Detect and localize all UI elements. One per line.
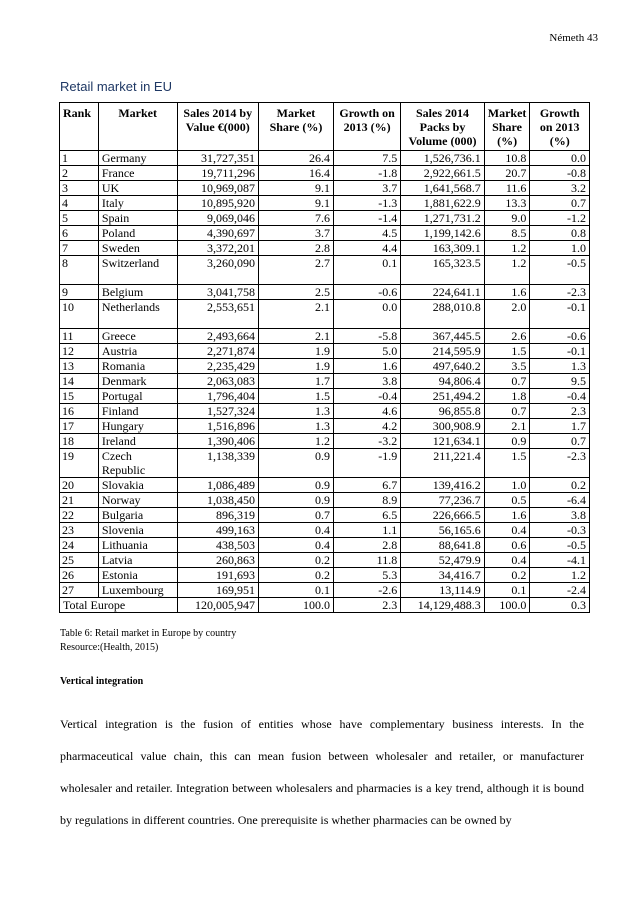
table-row: [60, 553, 590, 568]
value-cell: 2.3: [530, 404, 590, 419]
rank-cell: 8: [60, 256, 99, 285]
value-cell: -0.3: [530, 523, 590, 538]
value-cell: 0.4: [484, 553, 530, 568]
value-cell: 169,951: [177, 583, 258, 598]
value-cell: 288,010.8: [401, 300, 485, 329]
value-cell: 6.7: [333, 478, 400, 493]
table-total-row: [60, 598, 590, 613]
table-row: [60, 374, 590, 389]
value-cell: 1.0: [484, 478, 530, 493]
value-cell: -3.2: [333, 434, 400, 449]
value-cell: 2,922,661.5: [401, 166, 485, 181]
value-cell: 10.8: [484, 151, 530, 166]
rank-cell: 3: [60, 181, 99, 196]
value-cell: -0.1: [530, 344, 590, 359]
table-row: [60, 300, 590, 329]
value-cell: 0.7: [258, 508, 333, 523]
value-cell: 1,271,731.2: [401, 211, 485, 226]
market-cell: Finland: [98, 404, 177, 419]
market-cell: Czech Republic: [98, 449, 177, 478]
value-cell: 2.5: [258, 285, 333, 300]
col-header: Sales 2014 Packs by Volume (000): [401, 103, 485, 151]
col-header: Market Share (%): [484, 103, 530, 151]
value-cell: -0.4: [530, 389, 590, 404]
table-row: [60, 211, 590, 226]
rank-cell: 1: [60, 151, 99, 166]
value-cell: 8.9: [333, 493, 400, 508]
page-header-label: Németh 43: [549, 32, 598, 44]
table-row: [60, 404, 590, 419]
col-header: Growth on 2013 (%): [333, 103, 400, 151]
value-cell: -1.3: [333, 196, 400, 211]
value-cell: 1.3: [258, 419, 333, 434]
market-cell: Bulgaria: [98, 508, 177, 523]
market-cell: Belgium: [98, 285, 177, 300]
col-header: Rank: [60, 103, 99, 151]
value-cell: 1.9: [258, 344, 333, 359]
value-cell: 3.7: [333, 181, 400, 196]
rank-cell: 14: [60, 374, 99, 389]
value-cell: -0.6: [530, 329, 590, 344]
value-cell: 34,416.7: [401, 568, 485, 583]
value-cell: 26.4: [258, 151, 333, 166]
value-cell: 2,493,664: [177, 329, 258, 344]
value-cell: 0.8: [530, 226, 590, 241]
value-cell: 0.7: [484, 374, 530, 389]
value-cell: 56,165.6: [401, 523, 485, 538]
value-cell: -0.8: [530, 166, 590, 181]
value-cell: 9,069,046: [177, 211, 258, 226]
caption-title: Table 6: Retail market in Europe by country: [60, 628, 237, 639]
value-cell: 300,908.9: [401, 419, 485, 434]
value-cell: 1,516,896: [177, 419, 258, 434]
value-cell: 19,711,296: [177, 166, 258, 181]
value-cell: -4.1: [530, 553, 590, 568]
value-cell: 1.2: [258, 434, 333, 449]
subheading: Vertical integration: [60, 676, 144, 687]
value-cell: -0.4: [333, 389, 400, 404]
table-row: [60, 151, 590, 166]
value-cell: 1.1: [333, 523, 400, 538]
value-cell: -2.3: [530, 449, 590, 478]
value-cell: 367,445.5: [401, 329, 485, 344]
value-cell: 3.8: [333, 374, 400, 389]
market-cell: Luxembourg: [98, 583, 177, 598]
value-cell: 2.1: [258, 329, 333, 344]
market-cell: Italy: [98, 196, 177, 211]
value-cell: 3.2: [530, 181, 590, 196]
market-cell: Ireland: [98, 434, 177, 449]
market-cell: Norway: [98, 493, 177, 508]
table-row: [60, 285, 590, 300]
value-cell: 9.1: [258, 196, 333, 211]
value-cell: 0.2: [484, 568, 530, 583]
value-cell: 0.5: [484, 493, 530, 508]
rank-cell: 6: [60, 226, 99, 241]
value-cell: 77,236.7: [401, 493, 485, 508]
market-cell: Hungary: [98, 419, 177, 434]
value-cell: 0.7: [530, 196, 590, 211]
rank-cell: 16: [60, 404, 99, 419]
table-row: [60, 538, 590, 553]
value-cell: 1,527,324: [177, 404, 258, 419]
market-cell: Austria: [98, 344, 177, 359]
value-cell: 10,969,087: [177, 181, 258, 196]
value-cell: 2,235,429: [177, 359, 258, 374]
value-cell: 438,503: [177, 538, 258, 553]
value-cell: 16.4: [258, 166, 333, 181]
value-cell: 0.1: [484, 583, 530, 598]
rank-cell: 23: [60, 523, 99, 538]
value-cell: 1,641,568.7: [401, 181, 485, 196]
value-cell: 0.2: [258, 568, 333, 583]
value-cell: 4.5: [333, 226, 400, 241]
value-cell: 1,086,489: [177, 478, 258, 493]
market-cell: Slovakia: [98, 478, 177, 493]
value-cell: 10,895,920: [177, 196, 258, 211]
table-row: [60, 478, 590, 493]
value-cell: 1.6: [484, 285, 530, 300]
rank-cell: 17: [60, 419, 99, 434]
value-cell: 1.0: [530, 241, 590, 256]
value-cell: 1.7: [258, 374, 333, 389]
value-cell: 139,416.2: [401, 478, 485, 493]
value-cell: 94,806.4: [401, 374, 485, 389]
table-row: [60, 166, 590, 181]
value-cell: 1.3: [258, 404, 333, 419]
table-row: [60, 256, 590, 285]
rank-cell: 22: [60, 508, 99, 523]
rank-cell: 4: [60, 196, 99, 211]
value-cell: -0.6: [333, 285, 400, 300]
col-header: Market Share (%): [258, 103, 333, 151]
rank-cell: 5: [60, 211, 99, 226]
rank-cell: 27: [60, 583, 99, 598]
table-caption: [60, 627, 236, 655]
value-cell: 1,881,622.9: [401, 196, 485, 211]
value-cell: 9.0: [484, 211, 530, 226]
market-cell: Denmark: [98, 374, 177, 389]
market-cell: Poland: [98, 226, 177, 241]
value-cell: 6.5: [333, 508, 400, 523]
value-cell: 1.8: [484, 389, 530, 404]
value-cell: 0.4: [484, 523, 530, 538]
value-cell: 3.5: [484, 359, 530, 374]
value-cell: 0.9: [484, 434, 530, 449]
table-row: [60, 449, 590, 478]
value-cell: 3.8: [530, 508, 590, 523]
value-cell: 7.5: [333, 151, 400, 166]
rank-cell: 24: [60, 538, 99, 553]
rank-cell: 25: [60, 553, 99, 568]
value-cell: 1,199,142.6: [401, 226, 485, 241]
body-paragraph: Vertical integration is the fusion of entities whose have complementary business interests. In the pharmaceutical value chain, this can mean fusion between wholesaler and retailer, or manufacturer wholesaler and retailer. Integration between wholesalers and pharmacies is a key trend, although it is bound by regulations in different countries. One prerequisite is whether pharmacies can be owned by: [60, 717, 584, 827]
value-cell: 9.1: [258, 181, 333, 196]
value-cell: -1.9: [333, 449, 400, 478]
value-cell: 5.3: [333, 568, 400, 583]
value-cell: 5.0: [333, 344, 400, 359]
value-cell: 1.5: [484, 344, 530, 359]
total-cell: 100.0: [484, 598, 530, 613]
value-cell: 163,309.1: [401, 241, 485, 256]
value-cell: 4,390,697: [177, 226, 258, 241]
value-cell: 13.3: [484, 196, 530, 211]
market-cell: Germany: [98, 151, 177, 166]
value-cell: 211,221.4: [401, 449, 485, 478]
value-cell: -1.8: [333, 166, 400, 181]
value-cell: 0.2: [258, 553, 333, 568]
table-row: [60, 508, 590, 523]
value-cell: 8.5: [484, 226, 530, 241]
value-cell: 499,163: [177, 523, 258, 538]
value-cell: 1,796,404: [177, 389, 258, 404]
market-cell: Slovenia: [98, 523, 177, 538]
market-cell: Romania: [98, 359, 177, 374]
value-cell: 1.3: [530, 359, 590, 374]
value-cell: 0.9: [258, 478, 333, 493]
value-cell: 0.0: [333, 300, 400, 329]
value-cell: -2.3: [530, 285, 590, 300]
value-cell: 251,494.2: [401, 389, 485, 404]
value-cell: -1.4: [333, 211, 400, 226]
col-header: Market: [98, 103, 177, 151]
table-row: [60, 568, 590, 583]
value-cell: 4.2: [333, 419, 400, 434]
table-row: [60, 389, 590, 404]
value-cell: -5.8: [333, 329, 400, 344]
value-cell: 0.4: [258, 538, 333, 553]
value-cell: 0.9: [258, 449, 333, 478]
total-cell: 120,005,947: [177, 598, 258, 613]
market-cell: Spain: [98, 211, 177, 226]
table-row: [60, 329, 590, 344]
value-cell: 1.2: [484, 241, 530, 256]
value-cell: 2.1: [484, 419, 530, 434]
market-cell: Latvia: [98, 553, 177, 568]
value-cell: 3.7: [258, 226, 333, 241]
value-cell: 1.7: [530, 419, 590, 434]
market-cell: Netherlands: [98, 300, 177, 329]
value-cell: 2.0: [484, 300, 530, 329]
value-cell: 226,666.5: [401, 508, 485, 523]
value-cell: 165,323.5: [401, 256, 485, 285]
rank-cell: 18: [60, 434, 99, 449]
table-row: [60, 226, 590, 241]
value-cell: 20.7: [484, 166, 530, 181]
value-cell: -0.5: [530, 538, 590, 553]
value-cell: 0.7: [484, 404, 530, 419]
total-cell: 100.0: [258, 598, 333, 613]
value-cell: 1,038,450: [177, 493, 258, 508]
value-cell: 2,553,651: [177, 300, 258, 329]
total-label: Total Europe: [60, 598, 178, 613]
market-cell: France: [98, 166, 177, 181]
value-cell: 3,260,090: [177, 256, 258, 285]
value-cell: -6.4: [530, 493, 590, 508]
value-cell: 497,640.2: [401, 359, 485, 374]
total-cell: 14,129,488.3: [401, 598, 485, 613]
value-cell: 96,855.8: [401, 404, 485, 419]
market-cell: Portugal: [98, 389, 177, 404]
value-cell: 0.6: [484, 538, 530, 553]
value-cell: 224,641.1: [401, 285, 485, 300]
value-cell: 191,693: [177, 568, 258, 583]
value-cell: 4.4: [333, 241, 400, 256]
table-row: [60, 344, 590, 359]
value-cell: 896,319: [177, 508, 258, 523]
value-cell: -0.5: [530, 256, 590, 285]
value-cell: 0.4: [258, 523, 333, 538]
value-cell: 9.5: [530, 374, 590, 389]
value-cell: 2.1: [258, 300, 333, 329]
value-cell: 3,041,758: [177, 285, 258, 300]
table-row: [60, 241, 590, 256]
rank-cell: 11: [60, 329, 99, 344]
value-cell: -1.2: [530, 211, 590, 226]
value-cell: -2.6: [333, 583, 400, 598]
value-cell: 0.1: [258, 583, 333, 598]
rank-cell: 10: [60, 300, 99, 329]
value-cell: 4.6: [333, 404, 400, 419]
value-cell: 1.2: [484, 256, 530, 285]
value-cell: 7.6: [258, 211, 333, 226]
col-header: Growth on 2013 (%): [530, 103, 590, 151]
value-cell: 214,595.9: [401, 344, 485, 359]
table-body: [60, 151, 590, 598]
table-header-row: [60, 103, 590, 151]
market-cell: Sweden: [98, 241, 177, 256]
value-cell: 1.6: [333, 359, 400, 374]
value-cell: 11.6: [484, 181, 530, 196]
value-cell: 2.7: [258, 256, 333, 285]
table-row: [60, 359, 590, 374]
rank-cell: 13: [60, 359, 99, 374]
value-cell: 0.2: [530, 478, 590, 493]
value-cell: 1,138,339: [177, 449, 258, 478]
value-cell: 1,526,736.1: [401, 151, 485, 166]
value-cell: 11.8: [333, 553, 400, 568]
rank-cell: 7: [60, 241, 99, 256]
rank-cell: 9: [60, 285, 99, 300]
value-cell: 1,390,406: [177, 434, 258, 449]
total-cell: 2.3: [333, 598, 400, 613]
table-row: [60, 419, 590, 434]
rank-cell: 19: [60, 449, 99, 478]
rank-cell: 21: [60, 493, 99, 508]
value-cell: 88,641.8: [401, 538, 485, 553]
value-cell: 2.6: [484, 329, 530, 344]
rank-cell: 20: [60, 478, 99, 493]
value-cell: 2,271,874: [177, 344, 258, 359]
table-row: [60, 493, 590, 508]
value-cell: 2,063,083: [177, 374, 258, 389]
value-cell: 52,479.9: [401, 553, 485, 568]
table-row: [60, 434, 590, 449]
value-cell: 2.8: [333, 538, 400, 553]
value-cell: 3,372,201: [177, 241, 258, 256]
section-title: Retail market in EU: [60, 79, 172, 94]
total-cell: 0.3: [530, 598, 590, 613]
rank-cell: 2: [60, 166, 99, 181]
rank-cell: 12: [60, 344, 99, 359]
rank-cell: 26: [60, 568, 99, 583]
value-cell: 2.8: [258, 241, 333, 256]
value-cell: 0.0: [530, 151, 590, 166]
value-cell: -0.1: [530, 300, 590, 329]
value-cell: 1.5: [258, 389, 333, 404]
value-cell: 0.1: [333, 256, 400, 285]
market-cell: UK: [98, 181, 177, 196]
value-cell: 0.9: [258, 493, 333, 508]
value-cell: 1.9: [258, 359, 333, 374]
value-cell: 121,634.1: [401, 434, 485, 449]
table-row: [60, 196, 590, 211]
retail-market-table: [59, 102, 590, 613]
value-cell: 1.6: [484, 508, 530, 523]
market-cell: Greece: [98, 329, 177, 344]
table-row: [60, 523, 590, 538]
value-cell: 31,727,351: [177, 151, 258, 166]
market-cell: Lithuania: [98, 538, 177, 553]
value-cell: 1.5: [484, 449, 530, 478]
market-cell: Switzerland: [98, 256, 177, 285]
value-cell: 1.2: [530, 568, 590, 583]
col-header: Sales 2014 by Value €(000): [177, 103, 258, 151]
rank-cell: 15: [60, 389, 99, 404]
value-cell: 260,863: [177, 553, 258, 568]
value-cell: 0.7: [530, 434, 590, 449]
market-cell: Estonia: [98, 568, 177, 583]
table-row: [60, 181, 590, 196]
table-row: [60, 583, 590, 598]
caption-source: Resource:(Health, 2015): [60, 642, 159, 653]
value-cell: 13,114.9: [401, 583, 485, 598]
value-cell: -2.4: [530, 583, 590, 598]
